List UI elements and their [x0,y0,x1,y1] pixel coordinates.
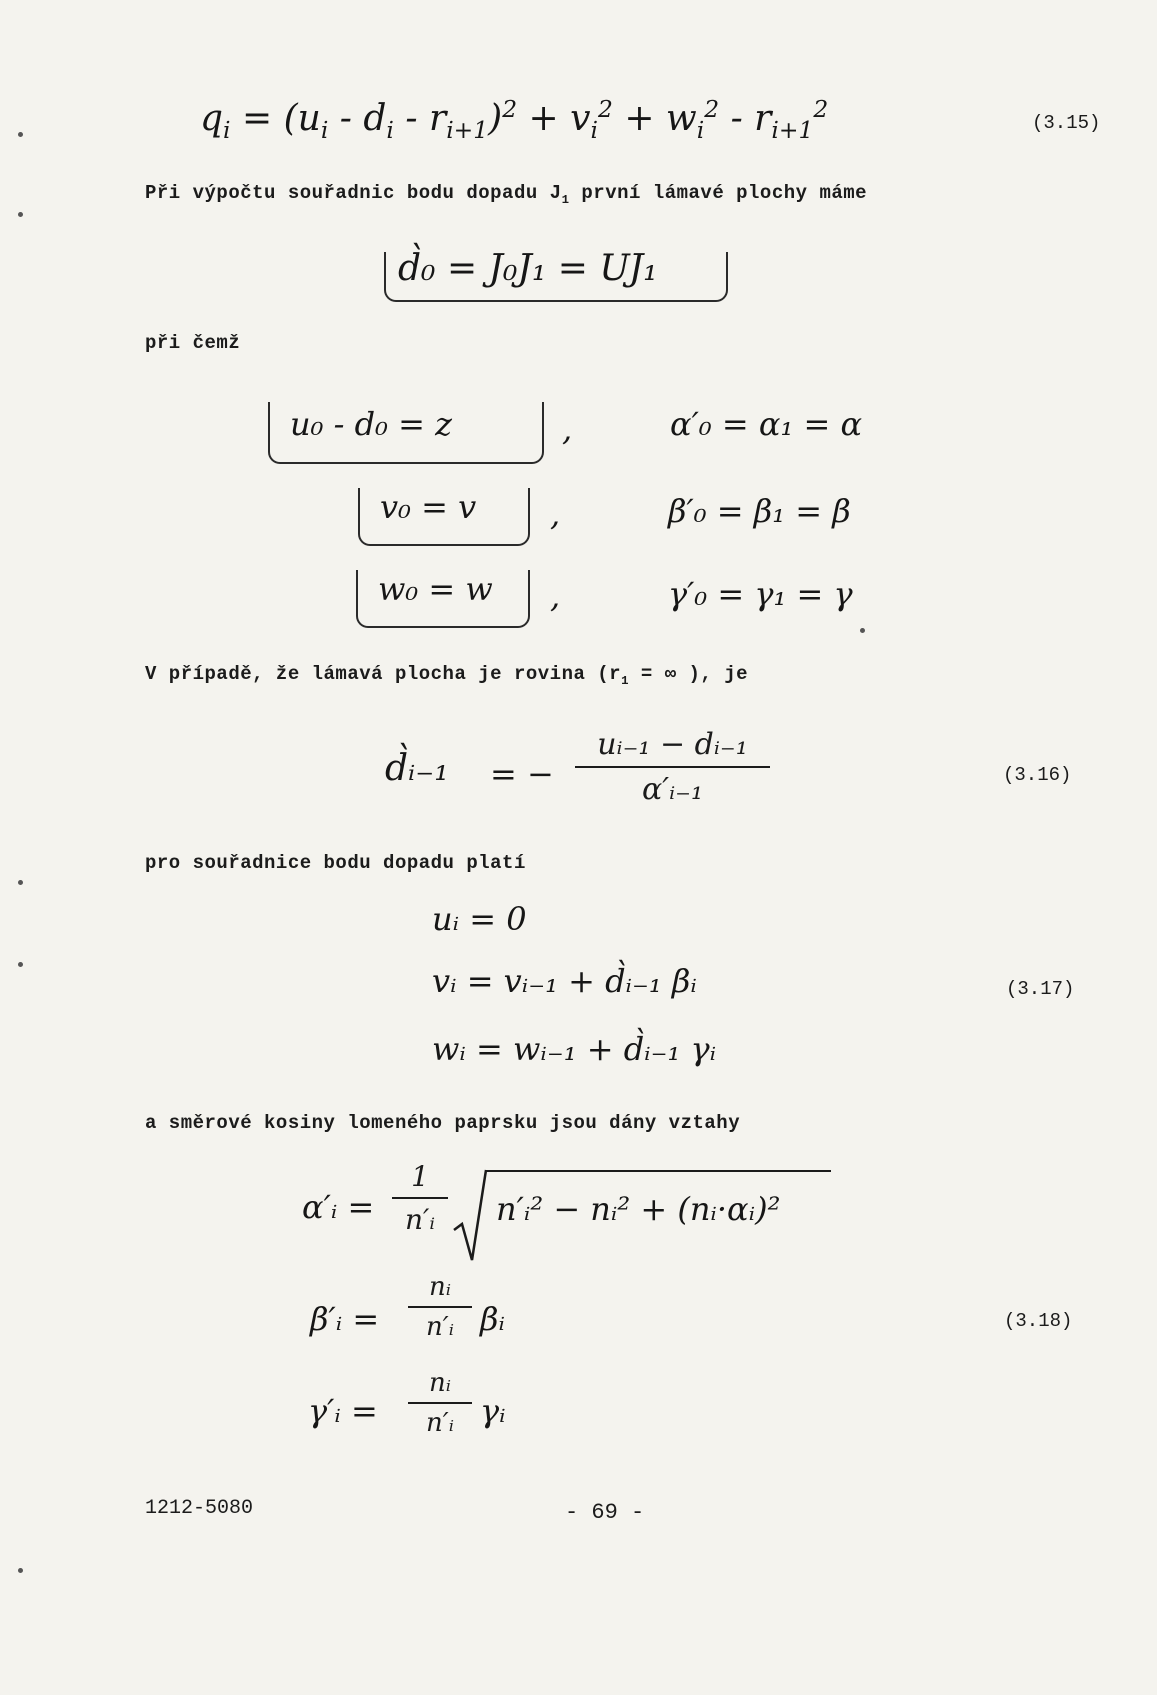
cond-row2-right: β′₀ = β₁ = β [668,492,851,530]
eq-3-16-fraction [575,727,770,807]
eq-3-18-c-lhs: γ′ᵢ = [308,1392,378,1430]
box-d0 [384,252,728,302]
eq-3-15-lhs-sub: i [223,116,231,145]
eq-3-17-line1: uᵢ = 0 [432,900,527,938]
eq-3-18-c-tail: γᵢ [480,1392,506,1430]
paragraph-3: V případě, že lámavá plocha je rovina ($r_1$ = ∞ ), je [145,663,749,688]
eq-3-18-b-tail: βᵢ [480,1300,505,1338]
paragraph-1: Při výpočtu souřadnic bodu dopadu $J_1$ první lámavé plochy máme [145,182,868,207]
equation-number-3-17: (3.17) [1006,978,1075,1000]
scan-speck [860,628,865,633]
eq-3-18-b-fraction: nᵢ n′ᵢ [408,1272,472,1342]
eq-3-15-lhs: q [200,98,224,139]
scan-speck [18,212,23,217]
page-number: - 69 - [565,1500,645,1525]
eq-3-17-line3: wᵢ = wᵢ₋₁ + d̀ᵢ₋₁ γᵢ [432,1030,717,1068]
cond-row1-right: α′₀ = α₁ = α [670,405,863,443]
sqrt-sign-icon [452,1168,488,1264]
eq-3-15-rhs: = (u [241,98,321,139]
equation-number-3-16: (3.16) [1003,764,1072,786]
eq-3-18-a-lhs: α′ᵢ = [302,1188,375,1226]
box-cond-row3 [356,570,530,628]
cond-row2-left: v₀ = v [380,488,477,526]
eq-3-16-eq: = − [490,755,554,793]
equation-d0: d̀₀ = J₀J₁ = UJ₁ [398,248,658,289]
scan-speck [18,880,23,885]
cond-row3-right: γ′₀ = γ₁ = γ [668,575,853,613]
scan-speck [18,962,23,967]
cond-row1-comma: , [562,410,573,448]
cond-row1-left: u₀ - d₀ = z [290,405,452,443]
eq-3-16-lhs: d̀ᵢ₋₁ [385,748,449,789]
paragraph-5: a směrové kosiny lomeného paprsku jsou dány vztahy [145,1112,741,1134]
equation-number-3-15: (3.15) [1032,112,1101,134]
paragraph-2: při čemž [145,332,241,354]
eq-3-18-a-fraction: 1 n′ᵢ [392,1160,448,1236]
eq-3-18-a-radicand: n′ᵢ² − nᵢ² + (nᵢ·αᵢ)² [496,1190,781,1228]
cond-row2-comma: , [550,495,561,533]
eq-3-16-numerator: uᵢ₋₁ − dᵢ₋₁ [597,727,748,762]
eq-3-17-line2: vᵢ = vᵢ₋₁ + d̀ᵢ₋₁ βᵢ [432,962,697,1000]
scan-speck [18,132,23,137]
footer-code: 1212-5080 [145,1497,254,1520]
eq-3-18-b-lhs: β′ᵢ = [310,1300,380,1338]
sqrt-overline [486,1170,831,1172]
eq-3-18-c-fraction: nᵢ n′ᵢ [408,1368,472,1438]
paragraph-4: pro souřadnice bodu dopadu platí [145,852,526,874]
equation-number-3-18: (3.18) [1004,1310,1073,1332]
cond-row3-left: w₀ = w [378,570,493,608]
box-cond-row2 [358,488,530,546]
eq-3-16-denominator: α′ᵢ₋₁ [642,772,703,807]
scan-speck [18,1568,23,1573]
box-cond-row1 [268,402,544,464]
cond-row3-comma: , [550,577,561,615]
equation-3-15: $q_i = (u_i - d_i - r_{i+1})^2 + v_i^2 + w_i^2 - r_{i+1}^2$ [200,95,829,145]
